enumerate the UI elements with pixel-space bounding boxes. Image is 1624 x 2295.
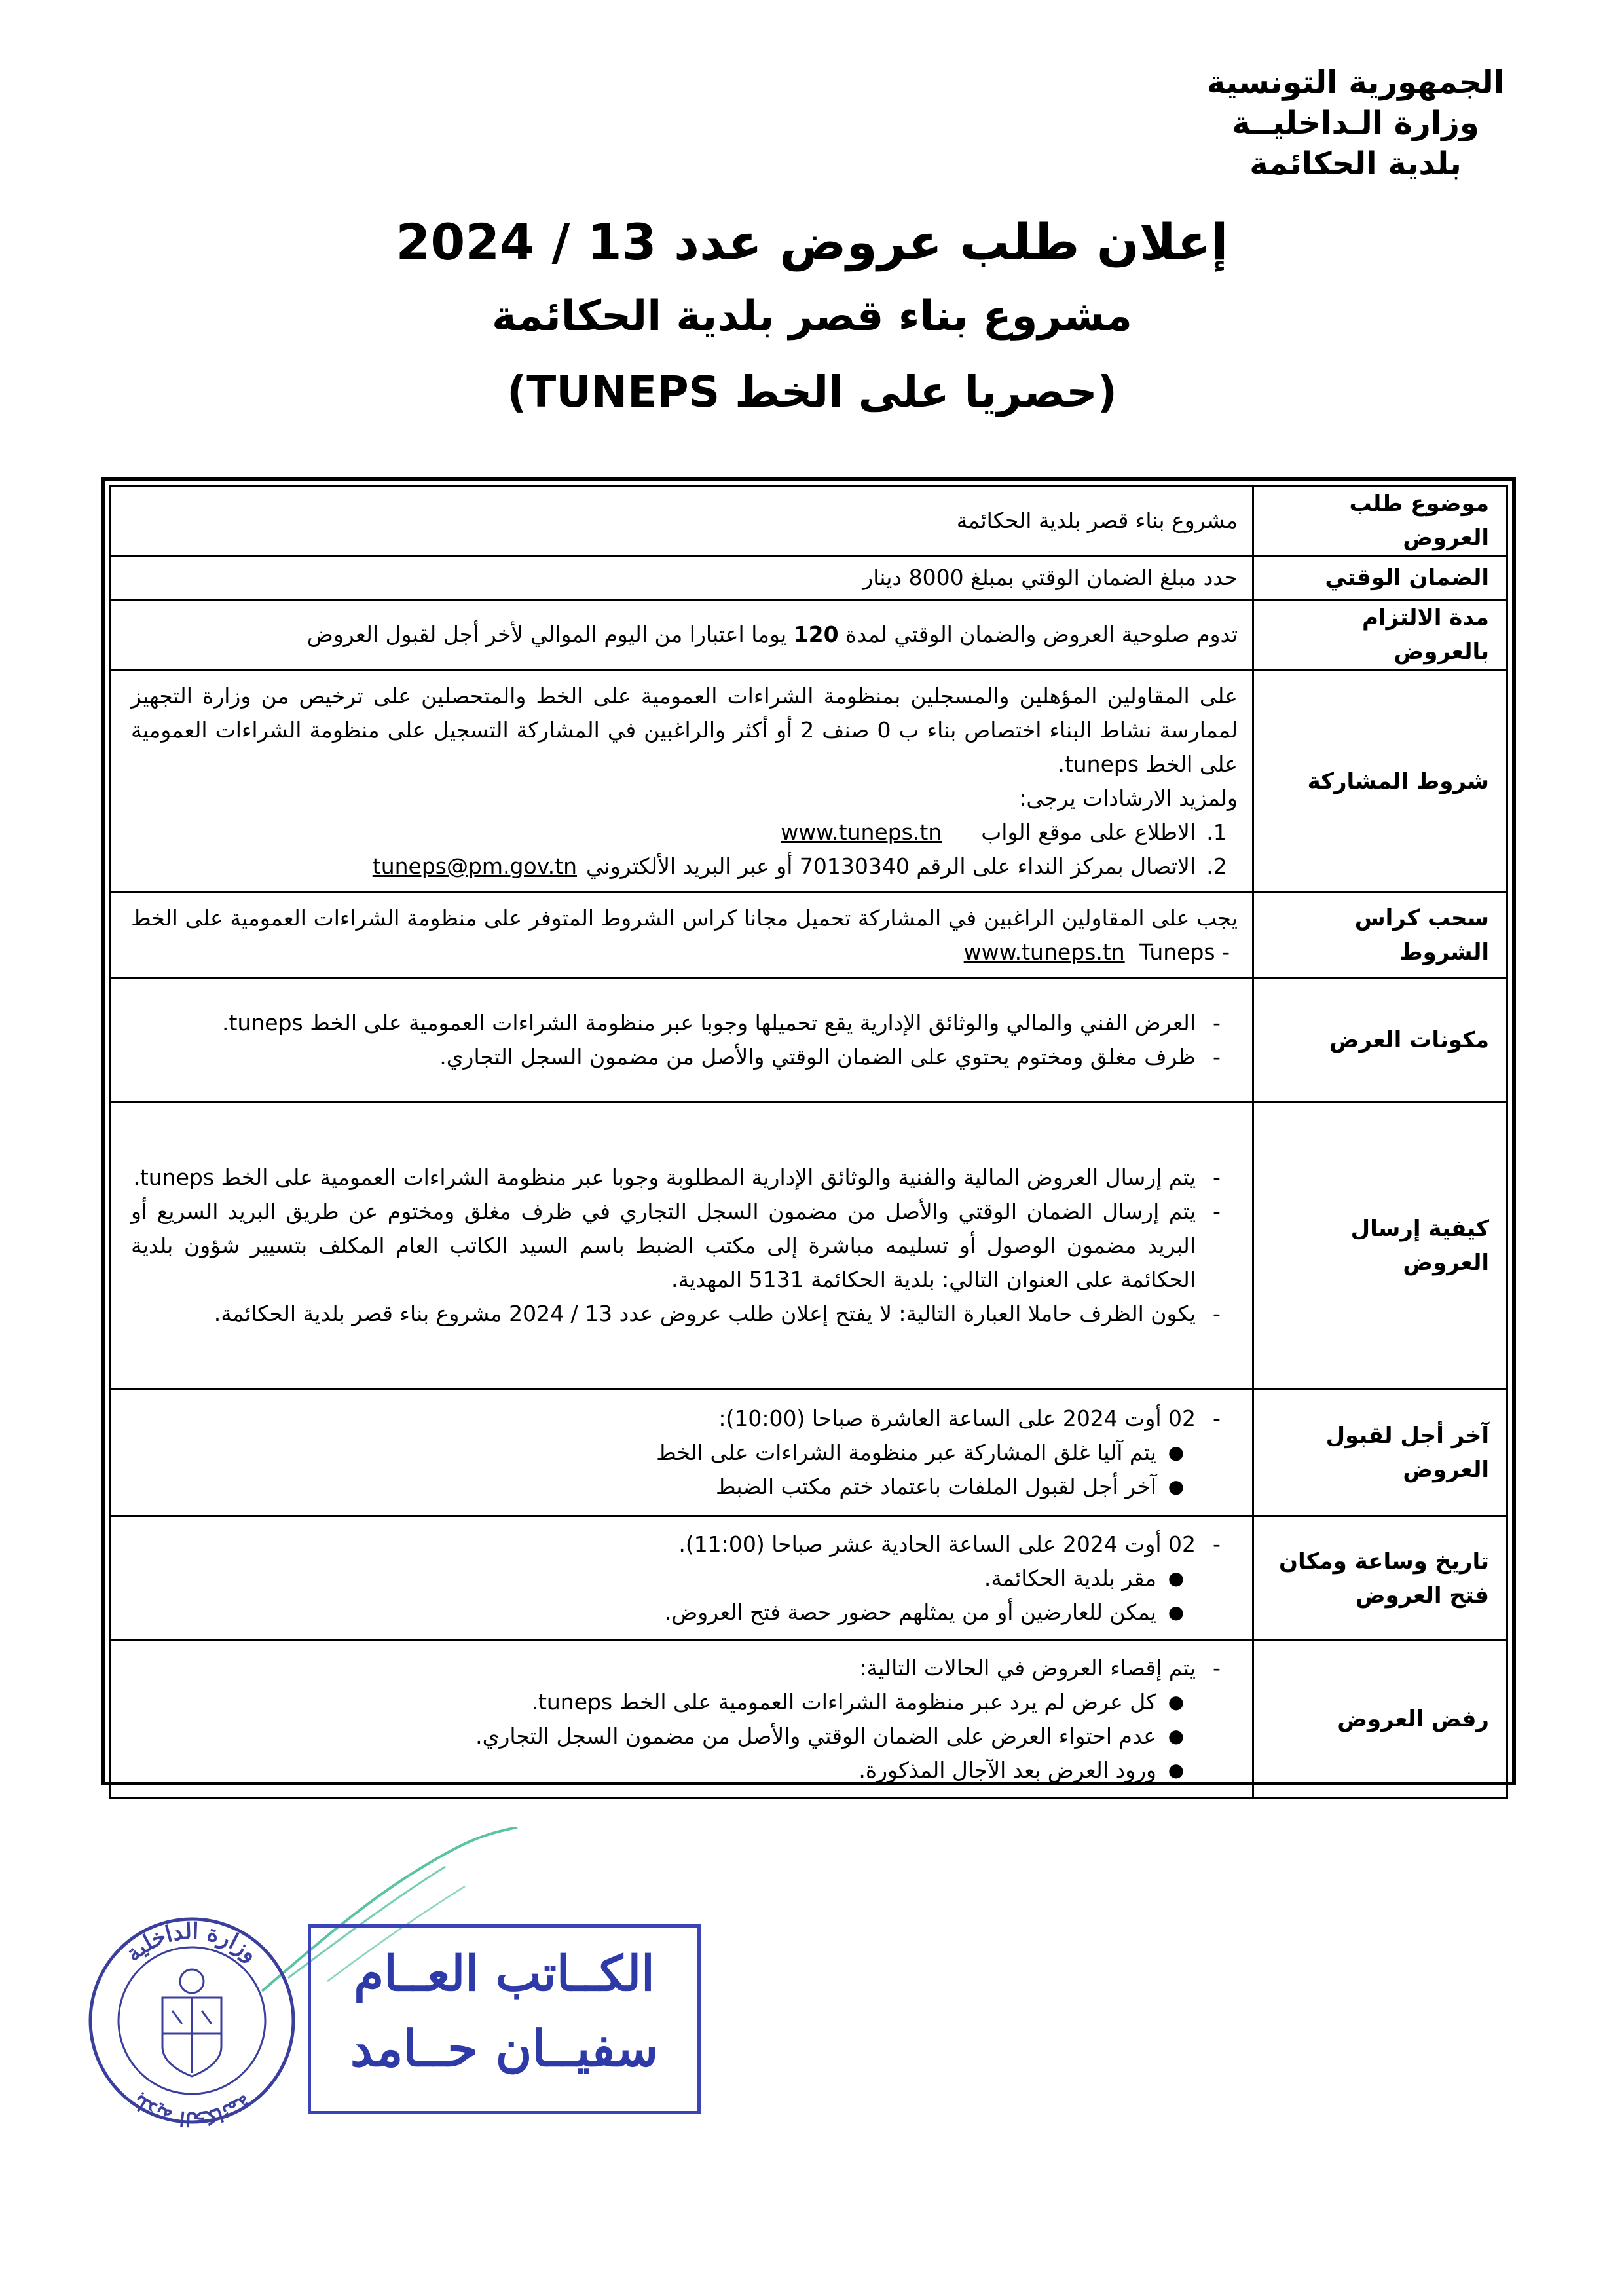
table-row xyxy=(111,1641,1507,1798)
list-item xyxy=(131,849,1238,884)
stamp-title: الكــاتب العــام xyxy=(354,1946,655,2002)
row-label-rejection: رفض العروض xyxy=(1253,1641,1507,1798)
announcement-title: إعلان طلب عروض عدد 13 / 2024 xyxy=(396,213,1228,271)
announcement-titles xyxy=(0,210,1624,428)
table-row xyxy=(111,1516,1507,1641)
validity-text-end: يوما اعتبارا من اليوم الموالي لأخر أجل لقبول العروض xyxy=(306,622,794,647)
dash-marker: - xyxy=(1213,1654,1221,1681)
bullet-marker: ● xyxy=(1168,1725,1185,1747)
submission-item-1: يتم إرسال العروض المالية والفنية والوثائق الإدارية المطلوبة وجوبا عبر منظومة الشراءات العمومية على الخط tuneps. xyxy=(133,1164,1196,1190)
dash-marker: - xyxy=(1213,1405,1221,1431)
dash-marker: - xyxy=(1213,1198,1221,1224)
opening-bullet-1: مقر بلدية الحكائمة. xyxy=(984,1565,1156,1591)
row-label-submission: كيفية إرسال العروض xyxy=(1253,1102,1507,1389)
header-municipality: بلدية الحكائمة xyxy=(1249,145,1462,182)
row-label-opening: تاريخ وساعة ومكان فتح العروض xyxy=(1253,1516,1507,1641)
submission-item-2: يتم إرسال الضمان الوقتي والأصل من مضمون السجل التجاري في ظرف مغلق ومختوم عن طريق البريد السريع أو البريد مضمون الوصول أو تسليمه مباشرة إلى مكتب الضبط باسم السيد الكاتب العام المكلف بتسيير شؤون بلدية الحكائمة على العنوان التالي: بلدية الحكائمة 5131 المهدية. xyxy=(131,1198,1196,1292)
row-value-specifications xyxy=(111,893,1253,978)
deadline-date: 02 أوت 2024 على الساعة العاشرة صباحا (10:00): xyxy=(718,1405,1196,1431)
row-label-conditions: شروط المشاركة xyxy=(1253,670,1507,893)
tuneps-website-link[interactable]: www.tuneps.tn xyxy=(781,819,942,845)
secretary-general-stamp xyxy=(308,1924,701,2114)
stamp-name: سفيــان حــامد xyxy=(350,2019,659,2078)
row-value-deadline xyxy=(111,1389,1253,1516)
tuneps-email-link[interactable]: tuneps@pm.gov.tn xyxy=(372,853,578,879)
row-value-submission xyxy=(111,1102,1253,1389)
row-value-subject: مشروع بناء قصر بلدية الحكائمة xyxy=(111,486,1253,556)
list-item xyxy=(131,1561,1196,1595)
table-row xyxy=(111,486,1507,556)
row-value-validity xyxy=(111,600,1253,670)
table-row xyxy=(111,556,1507,600)
row-value-components xyxy=(111,978,1253,1102)
dash-marker: - xyxy=(1213,1043,1221,1070)
list-item xyxy=(131,1753,1196,1787)
opening-date: 02 أوت 2024 على الساعة الحادية عشر صباحا (11:00). xyxy=(678,1531,1196,1557)
list-number: 1. xyxy=(1206,819,1227,845)
table-row xyxy=(111,670,1507,893)
component-item-1: العرض الفني والمالي والوثائق الإدارية يقع تحميلها وجوبا عبر منظومة الشراءات العمومية على الخط tuneps. xyxy=(222,1009,1196,1036)
bullet-marker: ● xyxy=(1168,1567,1185,1589)
list-item xyxy=(131,1006,1238,1040)
tender-table xyxy=(109,485,1508,1799)
conditions-more-info: ولمزيد الارشادات يرجى: xyxy=(1019,785,1238,811)
bullet-marker: ● xyxy=(1168,1441,1185,1463)
validity-days: 120 xyxy=(793,622,839,647)
validity-text-start: تدوم صلوحية العروض والضمان الوقتي لمدة xyxy=(838,622,1238,647)
list-item xyxy=(131,1436,1196,1470)
rejection-intro: يتم إقصاء العروض في الحالات التالية: xyxy=(859,1654,1196,1681)
row-value-guarantee: حدد مبلغ الضمان الوقتي بمبلغ 8000 دينار xyxy=(111,556,1253,600)
header-republic: الجمهورية التونسية xyxy=(1206,64,1505,101)
row-label-guarantee: الضمان الوقتي xyxy=(1253,556,1507,600)
table-row xyxy=(111,1389,1507,1516)
list-item xyxy=(131,1470,1196,1504)
opening-bullet-2: يمكن للعارضين أو من يمثلهم حضور حصة فتح العروض. xyxy=(664,1599,1156,1625)
tender-table-frame xyxy=(101,477,1516,1785)
coat-of-arms-icon xyxy=(162,1969,221,2076)
table-row xyxy=(111,893,1507,978)
seal-bottom-text: بلدية الحكائمة xyxy=(128,2089,255,2129)
component-item-2: ظرف مغلق ومختوم يحتوي على الضمان الوقتي والأصل من مضمون السجل التجاري. xyxy=(439,1043,1196,1070)
row-label-validity: مدة الالتزام بالعروض xyxy=(1253,600,1507,670)
tuneps-note: (حصريا على الخط TUNEPS) xyxy=(507,367,1117,417)
table-row xyxy=(111,978,1507,1102)
dash-marker: - xyxy=(1213,1164,1221,1190)
submission-item-3: يكون الظرف حاملا العبارة التالية: لا يفتح إعلان طلب عروض عدد 13 / 2024 مشروع بناء قصر بلدية الحكائمة. xyxy=(213,1300,1196,1326)
rejection-bullet-2: عدم احتواء العرض على الضمان الوقتي والأصل من مضمون السجل التجاري. xyxy=(475,1723,1156,1749)
project-title: مشروع بناء قصر بلدية الحكائمة xyxy=(492,292,1132,341)
rejection-bullet-3: ورود العرض بعد الآجال المذكورة. xyxy=(858,1757,1156,1783)
specifications-link[interactable]: www.tuneps.tn xyxy=(963,939,1125,965)
seal-top-text: وزارة الداخلية xyxy=(120,1918,264,1968)
list-number: 2. xyxy=(1206,853,1227,879)
bullet-marker: ● xyxy=(1168,1475,1185,1497)
row-label-specifications: سحب كراس الشروط xyxy=(1253,893,1507,978)
list-item xyxy=(131,1651,1238,1685)
table-row xyxy=(111,600,1507,670)
website-text: الاطلاع على موقع الواب xyxy=(981,819,1196,845)
row-label-deadline: آخر أجل لقبول العروض xyxy=(1253,1389,1507,1516)
bullet-marker: ● xyxy=(1168,1690,1185,1713)
row-value-opening xyxy=(111,1516,1253,1641)
list-item xyxy=(131,1719,1196,1753)
list-item xyxy=(131,1527,1238,1561)
list-item xyxy=(131,1402,1238,1436)
municipal-seal xyxy=(84,1912,300,2129)
conditions-paragraph: على المقاولين المؤهلين والمسجلين بمنظومة الشراءات العمومية على الخط والمتحصلين على ترخيص من وزارة التجهيز لممارسة نشاط البناء اختصاص بناء ب 0 صنف 2 أو أكثر والراغبين في المشاركة التسجيل على منظومة الشراءات العمومية على الخط tuneps. xyxy=(131,682,1238,777)
bullet-marker: ● xyxy=(1168,1759,1185,1781)
table-row xyxy=(111,1102,1507,1389)
specifications-text: يجب على المقاولين الراغبين في المشاركة تحميل مجانا كراس الشروط المتوفر على منظومة الشراءات العمومية على الخط xyxy=(131,905,1238,931)
row-label-components: مكونات العرض xyxy=(1253,978,1507,1102)
list-item xyxy=(131,815,1238,849)
row-label-subject: موضوع طلب العروض xyxy=(1253,486,1507,556)
row-value-conditions xyxy=(111,670,1253,893)
deadline-bullet-1: يتم آليا غلق المشاركة عبر منظومة الشراءات على الخط xyxy=(656,1439,1156,1465)
list-item xyxy=(131,1040,1238,1074)
dash-marker: - xyxy=(1213,1009,1221,1036)
row-value-rejection xyxy=(111,1641,1253,1798)
rejection-bullet-1: كل عرض لم يرد عبر منظومة الشراءات العمومية على الخط tuneps. xyxy=(531,1689,1156,1715)
dash-marker: - xyxy=(1213,1531,1221,1557)
callcenter-text: الاتصال بمركز النداء على الرقم 70130340 أو عبر البريد الألكتروني xyxy=(586,853,1196,879)
list-item xyxy=(131,1685,1196,1719)
specifications-tuneps-label: Tuneps - xyxy=(1139,939,1230,965)
issuer-header xyxy=(1198,62,1513,184)
list-item xyxy=(131,1297,1238,1331)
list-item xyxy=(131,1595,1196,1630)
deadline-bullet-2: آخر أجل لقبول الملفات باعتماد ختم مكتب الضبط xyxy=(716,1473,1156,1499)
header-ministry: وزارة الـداخليــة xyxy=(1232,105,1479,141)
dash-marker: - xyxy=(1213,1300,1221,1326)
list-item xyxy=(131,1161,1238,1195)
bullet-marker: ● xyxy=(1168,1601,1185,1623)
list-item xyxy=(131,1195,1238,1297)
